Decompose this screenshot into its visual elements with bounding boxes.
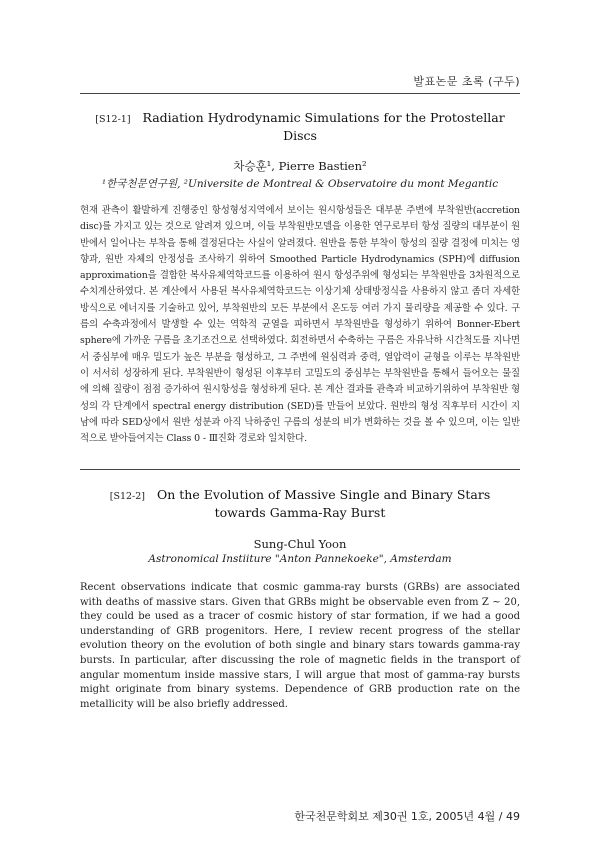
abstract-title [80,487,520,521]
abstract-title-text: Radiation Hydrodynamic Simulations for the Protostellar Discs [142,110,505,143]
abstract-s12-1 [80,110,520,447]
abstract-authors: 차승훈¹, Pierre Bastien² [233,159,367,173]
abstract-affiliations: Astronomical Instiiture "Anton Pannekoeke", Amsterdam [148,553,452,565]
section-header-label: 발표논문 초록 (구두) [413,75,520,88]
abstract-title-line2: towards Gamma-Ray Burst [214,505,386,520]
section-divider [80,469,520,470]
abstract-id: [S12-1] [95,114,131,125]
page-footer: 한국천문학회보 제30권 1호, 2005년 4월 / 49 [294,810,520,823]
abstract-s12-2 [80,487,520,712]
header-rule [80,93,520,94]
abstract-title [80,110,520,144]
abstract-body: Recent observations indicate that cosmic gamma-ray bursts (GRBs) are associated with deaths of massive stars. Given that GRBs might be observable even from Z ~ 20, they could be used as a tracer of cosmic history of star formation, if we had a good understanding of GRB progenitors. Here, I review recent progress of the stellar evolution theory on the evolution of both single and binary stars towards gamma-ray bursts. In particular, after discussing the role of magnetic fields in the transport of angular momentum inside massive stars, I will argue that most of gamma-ray bursts might originate from binary systems. Dependence of GRB production rate on the metallicity will be also briefly addressed. [80,582,520,710]
abstract-title-line1: On the Evolution of Massive Single and Binary Stars [156,487,491,502]
abstract-authors: Sung-Chul Yoon [253,537,347,551]
abstract-body: 현재 관측이 활발하게 진행중인 항성형성지역에서 보이는 원시항성들은 대부분 주변에 부착원반(accretion disc)를 가지고 있는 것으로 알려져 있으며, 이들 부착원반모델을 이용한 연구로부터 항성 질량의 대부분이 원반에서 일어나는 부착을 통해 결정된다는 사실이 알려졌다. 원반을 통한 부착이 항성의 질량 결정에 미치는 영향과, 원반 자체의 안정성을 조사하기 위하여 Smoothed Particle Hydrodynamics (SPH)에 diffusion approximation을 결합한 복사유체역학코드를 이용하여 원시 항성주위에 형성되는 부착원반을 3차원적으로 수치계산하였다. 본 계산에서 사용된 복사유체역학코드는 이상기체 상태방정식을 사용하지 않고 좀더 자세한 방식으로 에너지를 기술하고 있어, 부착원반의 모든 부분에서 온도등 여러 가지 물리량을 제공할 수 있다. 구름의 수축과정에서 발생할 수 있는 역학적 균열을 피하면서 부착원반을 형성하기 위하여 Bonner-Ebert sphere에 가까운 구름을 초기조건으로 선택하였다. 회전하면서 수축하는 구름은 자유낙하 시간척도를 지나면서 중심부에 매우 밀도가 높은 부분을 형성하고, 그 주변에 원심력과 중력, 열압력이 균형을 이루는 부착원반이 서서히 성장하게 된다. 부착원반이 형성된 이후부터 고밀도의 중심부는 부착원반을 통해서 들어오는 물질에 의해 질량이 점점 증가하여 원시항성을 형성하게 된다. 본 계산 결과를 관측과 비교하기위하여 부착원반 형성의 각 단계에서 spectral energy distribution (SED)를 만들어 보았다. 원반의 형성 직후부터 시간이 지남에 따라 SED상에서 원반 성분과 아직 낙하중인 구름의 성분의 비가 변화하는 것을 볼 수 있으며, 이는 일반적으로 받아들여지는 Class 0 - Ⅲ진화 경로와 일치한다. [80,205,520,445]
abstract-id: [S12-2] [109,491,145,502]
abstract-affiliations: ¹한국천문연구원, ²Universite de Montreal & Observatoire du mont Megantic [101,178,499,190]
